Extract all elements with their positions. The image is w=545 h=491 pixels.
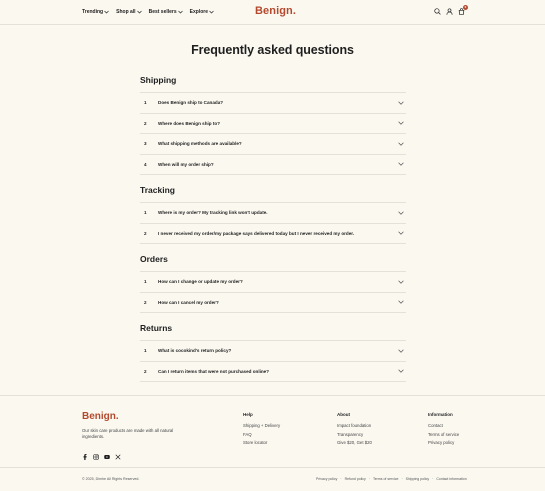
- faq-question: Where is my order? My tracking link won't update.: [158, 210, 268, 216]
- legal-separator: ·: [432, 477, 434, 481]
- nav-best-sellers[interactable]: [149, 9, 183, 15]
- chevron-down-icon: [209, 10, 214, 14]
- footer-divider: [0, 395, 545, 396]
- legal-link-refund[interactable]: Refund policy: [344, 477, 366, 481]
- faq-number: 1: [144, 100, 147, 106]
- footer-column-title: Help: [243, 412, 253, 417]
- faq-list-orders: [140, 271, 406, 313]
- faq-item[interactable]: [140, 203, 406, 224]
- x-icon[interactable]: [115, 454, 121, 460]
- search-icon[interactable]: [434, 8, 441, 15]
- page-title: Frequently asked questions: [191, 43, 354, 57]
- nav-shop-all[interactable]: [116, 9, 141, 15]
- faq-number: 1: [144, 279, 147, 285]
- footer-logo[interactable]: Benign.: [82, 411, 119, 422]
- faq-item[interactable]: [140, 293, 406, 314]
- instagram-icon[interactable]: [93, 454, 99, 460]
- chevron-down-icon: [398, 142, 404, 146]
- footer-column-title: Information: [428, 412, 453, 417]
- chevron-down-icon: [398, 101, 404, 105]
- faq-list-returns: [140, 340, 406, 382]
- youtube-icon[interactable]: [104, 454, 110, 460]
- chevron-down-icon: [178, 10, 183, 14]
- footer-column-information: [428, 412, 459, 449]
- faq-question: Does Benign ship to Canada?: [158, 100, 224, 106]
- copyright-text: © 2025, Dimhe All Rights Reserved.: [82, 477, 140, 481]
- facebook-icon[interactable]: [82, 454, 88, 460]
- chevron-down-icon: [398, 121, 404, 125]
- faq-item[interactable]: [140, 272, 406, 293]
- footer-link[interactable]: Impact foundation: [337, 423, 372, 428]
- chevron-down-icon: [398, 349, 404, 353]
- faq-item[interactable]: [140, 362, 406, 383]
- chevron-down-icon: [398, 300, 404, 304]
- footer-description: Our skin care products are made with all natural ingredients.: [82, 428, 174, 439]
- faq-question: I never received my order/my package says delivered today but I never received my order.: [158, 230, 355, 236]
- legal-separator: ·: [340, 477, 342, 481]
- footer-bottom-divider: [0, 467, 545, 468]
- nav-label: Best sellers: [148, 9, 177, 15]
- faq-number: 2: [144, 299, 147, 305]
- account-icon[interactable]: [446, 8, 453, 15]
- chevron-down-icon: [398, 231, 404, 235]
- main-nav: [82, 9, 214, 15]
- faq-list-tracking: [140, 202, 406, 244]
- nav-trending[interactable]: [82, 9, 109, 15]
- social-links: [82, 454, 121, 460]
- faq-number: 2: [144, 120, 147, 126]
- faq-question: How can I cancel my order?: [158, 299, 219, 305]
- section-title-shipping: Shipping: [140, 75, 177, 85]
- faq-item[interactable]: [140, 224, 406, 245]
- legal-separator: ·: [368, 477, 370, 481]
- faq-question: Where does Benign ship to?: [158, 120, 221, 126]
- footer-column-title: About: [337, 412, 350, 417]
- footer-link[interactable]: Shipping + Delivery: [243, 423, 281, 428]
- faq-number: 3: [144, 141, 147, 147]
- footer-link[interactable]: Transparency: [337, 431, 364, 437]
- header-icons: [434, 5, 467, 15]
- faq-question: Can I return items that were not purchased online?: [158, 368, 270, 374]
- faq-question: How can I change or update my order?: [158, 279, 243, 285]
- legal-separator: ·: [401, 477, 403, 481]
- footer-link[interactable]: Privacy policy: [428, 440, 455, 445]
- nav-explore[interactable]: [190, 9, 214, 15]
- legal-link-privacy[interactable]: Privacy policy: [316, 477, 338, 481]
- faq-number: 4: [144, 161, 147, 167]
- legal-link-terms[interactable]: Terms of service: [372, 477, 399, 481]
- nav-label: Explore: [189, 9, 208, 15]
- faq-number: 2: [144, 230, 147, 236]
- chevron-down-icon: [398, 162, 404, 166]
- footer-link[interactable]: Contact: [428, 423, 443, 428]
- faq-question: When will my order ship?: [158, 161, 214, 167]
- section-title-orders: Orders: [140, 254, 168, 264]
- site-header: [0, 0, 545, 25]
- faq-number: 2: [144, 368, 147, 374]
- nav-label: Trending: [82, 9, 104, 15]
- nav-label: Shop all: [116, 9, 136, 15]
- legal-link-contact[interactable]: Contact information: [436, 477, 467, 481]
- footer-link[interactable]: Give $20, Get $20: [337, 440, 372, 445]
- chevron-down-icon: [104, 10, 109, 14]
- legal-link-shipping[interactable]: Shipping policy: [405, 477, 430, 481]
- chevron-down-icon: [137, 10, 142, 14]
- faq-number: 1: [144, 348, 147, 354]
- footer-column-about: [337, 412, 372, 449]
- chevron-down-icon: [398, 369, 404, 373]
- footer-link[interactable]: Store locator: [243, 440, 268, 445]
- faq-item[interactable]: [140, 114, 406, 135]
- chevron-down-icon: [398, 211, 404, 215]
- site-logo[interactable]: Benign.: [255, 5, 297, 17]
- footer-link[interactable]: Terms of service: [428, 431, 460, 437]
- cart-count-badge: 0: [464, 5, 467, 9]
- faq-number: 1: [144, 210, 147, 216]
- chevron-down-icon: [398, 280, 404, 284]
- section-title-tracking: Tracking: [140, 185, 175, 195]
- faq-list-shipping: [140, 92, 406, 175]
- footer-column-help: [243, 412, 280, 449]
- cart-button[interactable]: [458, 5, 467, 15]
- faq-item[interactable]: [140, 341, 406, 362]
- faq-item[interactable]: [140, 134, 406, 155]
- footer-link[interactable]: FAQ: [243, 431, 252, 437]
- faq-item[interactable]: [140, 155, 406, 176]
- faq-question: What shipping methods are available?: [158, 141, 242, 147]
- faq-question: What is cocokind's return policy?: [158, 348, 232, 354]
- faq-item[interactable]: [140, 93, 406, 114]
- section-title-returns: Returns: [140, 323, 173, 333]
- legal-links: [316, 477, 467, 481]
